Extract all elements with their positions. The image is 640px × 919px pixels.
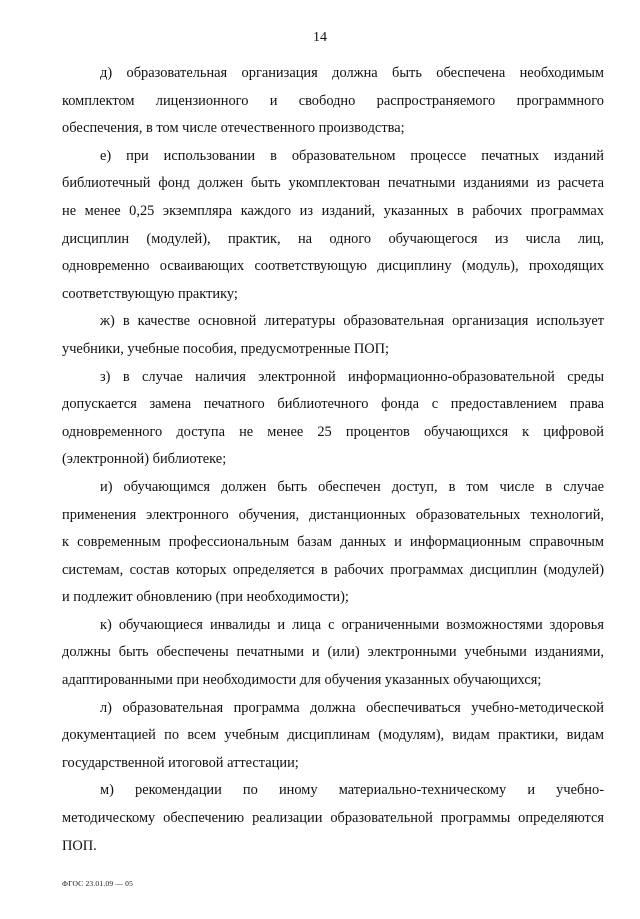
paragraph-i [62, 474, 604, 612]
paragraph-line: документацией по всем учебным дисциплинам (модулям), видам практики, видам [62, 727, 604, 744]
paragraph-line: библиотечный фонд должен быть укомплектован печатными изданиями из расчета [62, 175, 604, 192]
paragraph-line: обеспечения, в том числе отечественного производства; [62, 120, 405, 137]
paragraph-line: комплектом лицензионного и свободно распространяемого программного [62, 92, 604, 109]
document-body [62, 60, 604, 860]
paragraph-line: (электронной) библиотеке; [62, 451, 227, 468]
paragraph-line: м) рекомендации по иному материально-техническому и учебно- [100, 782, 604, 799]
paragraph-line: государственной итоговой аттестации; [62, 754, 299, 771]
paragraph-line: одновременно осваивающих соответствующую дисциплину (модуль), проходящих [62, 258, 604, 275]
document-footer-code: ФГОС 23.01.09 — 05 [62, 879, 134, 888]
paragraph-line: д) образовательная организация должна быть обеспечена необходимым [100, 65, 604, 81]
paragraph-d [62, 60, 604, 143]
paragraph-line: применения электронного обучения, дистанционных образовательных технологий, [62, 506, 604, 523]
paragraph-line: ПОП. [62, 837, 97, 854]
paragraph-line: не менее 0,25 экземпляра каждого из изданий, указанных в рабочих программах [62, 202, 604, 219]
paragraph-line: адаптированными при необходимости для обучения указанных обучающихся; [62, 672, 542, 689]
paragraph-l [62, 695, 604, 778]
paragraph-m [62, 777, 604, 860]
paragraph-line: к современным профессиональным базам данных и информационным справочным [62, 534, 604, 551]
paragraph-line: е) при использовании в образовательном процессе печатных изданий [100, 147, 604, 164]
paragraph-line: ж) в качестве основной литературы образовательная организация использует [100, 313, 604, 330]
paragraph-line: системам, состав которых определяется в рабочих программах дисциплин (модулей) [62, 561, 604, 578]
paragraph-k [62, 612, 604, 695]
paragraph-line: з) в случае наличия электронной информационно-образовательной среды [100, 368, 604, 385]
paragraph-zh [62, 308, 604, 363]
paragraph-z [62, 364, 604, 474]
paragraph-line: к) обучающиеся инвалиды и лица с ограниченными возможностями здоровья [100, 616, 604, 633]
paragraph-line: учебники, учебные пособия, предусмотренные ПОП; [62, 340, 389, 357]
paragraph-line: методическому обеспечению реализации образовательной программы определяются [62, 810, 604, 827]
paragraph-line: л) образовательная программа должна обеспечиваться учебно-методической [100, 699, 604, 716]
paragraph-line: допускается замена печатного библиотечного фонда с предоставлением права [62, 396, 604, 413]
paragraph-e [62, 143, 604, 309]
paragraph-line: соответствующую практику; [62, 285, 238, 302]
paragraph-line: должны быть обеспечены печатными и (или) электронными учебными изданиями, [62, 644, 604, 661]
paragraph-line: и подлежит обновлению (при необходимости); [62, 589, 349, 606]
page-number: 14 [313, 30, 327, 45]
paragraph-line: и) обучающимся должен быть обеспечен доступ, в том числе в случае [100, 478, 604, 495]
paragraph-line: дисциплин (модулей), практик, на одного обучающегося из числа лиц, [62, 230, 604, 247]
paragraph-line: одновременного доступа не менее 25 процентов обучающихся к цифровой [62, 423, 604, 440]
